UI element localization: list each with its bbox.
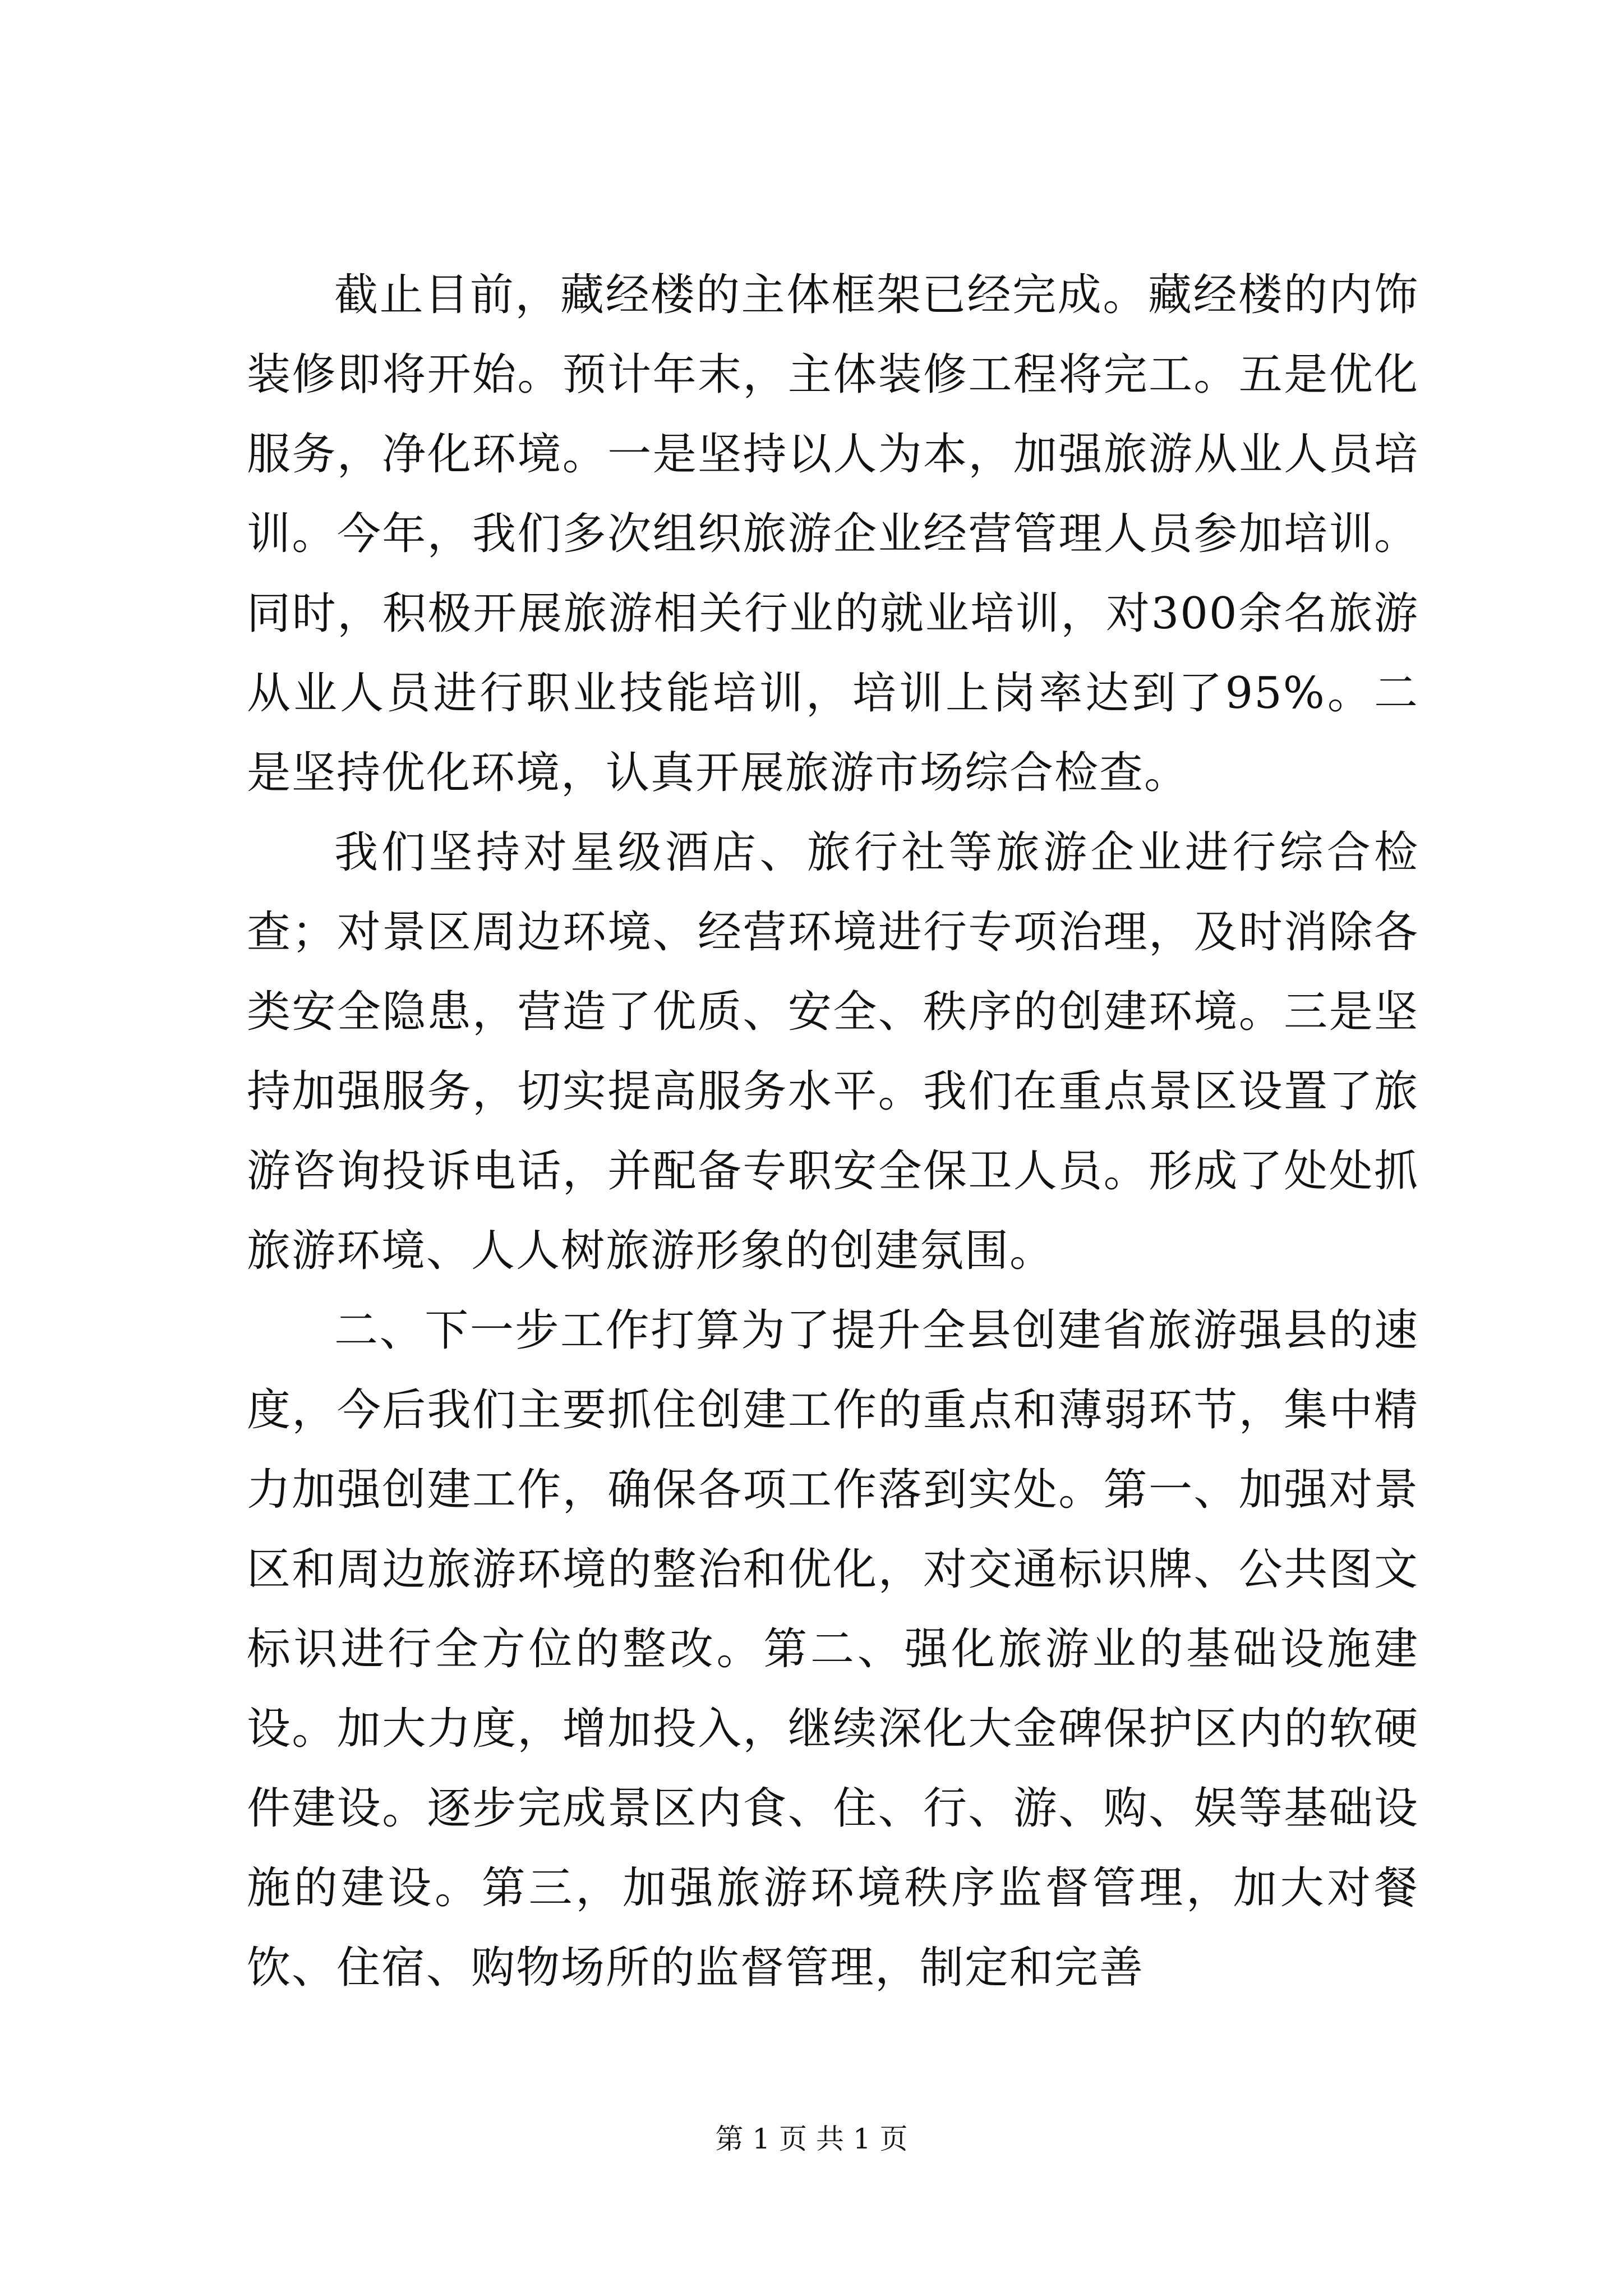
paragraph-1: 截止目前，藏经楼的主体框架已经完成。藏经楼的内饰装修即将开始。预计年末，主体装修工程将完工。五是优化服务，净化环境。一是坚持以人为本，加强旅游从业人员培训。今年，我们多次组织旅游企业经营管理人员参加培训。同时，积极开展旅游相关行业的就业培训，对300余名旅游从业人员进行职业技能培训，培训上岗率达到了95%。二是坚持优化环境，认真开展旅游市场综合检查。 [247, 270, 1419, 798]
paragraph-3: 二、下一步工作打算为了提升全县创建省旅游强县的速度，今后我们主要抓住创建工作的重点和薄弱环节，集中精力加强创建工作，确保各项工作落到实处。第一、加强对景区和周边旅游环境的整治和优化，对交通标识牌、公共图文标识进行全方位的整改。第二、强化旅游业的基础设施建设。加大力度，增加投入，继续深化大金碑保护区内的软硬件建设。逐步完成景区内食、住、行、游、购、娱等基础设施的建设。第三，加强旅游环境秩序监督管理，加大对餐饮、住宿、购物场所的监督管理，制定和完善 [247, 1305, 1419, 1993]
page-footer: 第 1 页 共 1 页 [715, 2123, 908, 2155]
paragraph-2: 我们坚持对星级酒店、旅行社等旅游企业进行综合检查；对景区周边环境、经营环境进行专项治理，及时消除各类安全隐患，营造了优质、安全、秩序的创建环境。三是坚持加强服务，切实提高服务水平。我们在重点景区设置了旅游咨询投诉电话，并配备专职安全保卫人员。形成了处处抓旅游环境、人人树旅游形象的创建氛围。 [247, 827, 1419, 1276]
document-body [247, 255, 1419, 2008]
